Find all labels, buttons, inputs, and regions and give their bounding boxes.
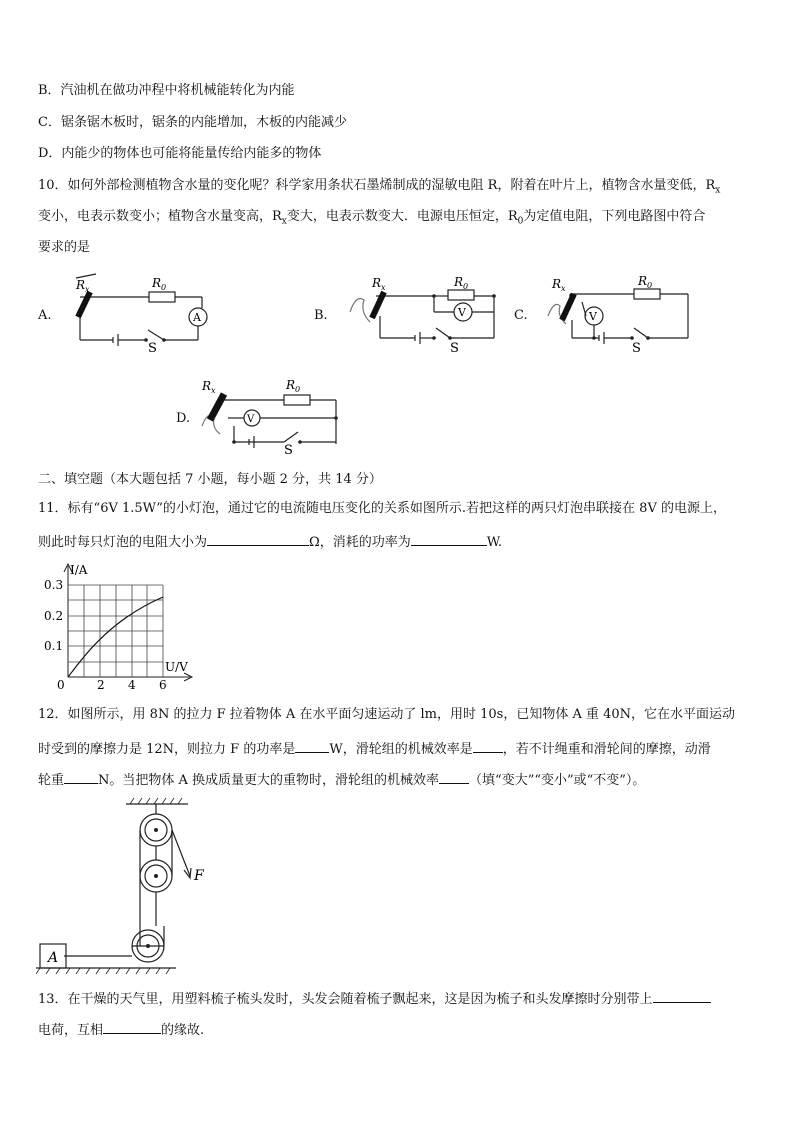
q12-blank-efficiency-change [439, 769, 469, 784]
q11-blank-power [411, 531, 487, 546]
q11-x-label: U/V [165, 660, 188, 674]
q12-blank-efficiency [473, 738, 503, 753]
q12-object-a-label: A [48, 950, 59, 966]
q10-label-b: B. [314, 308, 328, 323]
q10-line-3: 要求的是 [38, 240, 91, 255]
q12-line-2: 时受到的摩擦力是 12N，则拉力 F 的功率是 W，滑轮组的机械效率是 ，若不计绳重和滑轮间的摩擦，动滑 [38, 738, 711, 759]
section-2-heading: 二、填空题（本大题包括 7 小题，每小题 2 分，共 14 分） [38, 472, 382, 487]
q12-pulley-diagram [36, 796, 226, 976]
q13-blank-charge [653, 988, 711, 1003]
q11-ytick-2: 0.1 [44, 639, 64, 653]
q12-line-3: 轮重 N。当把物体 A 换成质量更大的重物时，滑轮组的机械效率 （填“变大”“变小”或“不变”）。 [38, 769, 645, 790]
q10-c-rx-label: $R_x$ [552, 277, 566, 293]
q10-line-2: 变小，电表示数变小；植物含水量变高，$R_x$变大，电表示数变大．电源电压恒定，$R_0$为定值电阻，下列电路图中符合 [38, 209, 706, 227]
voltmeter-label: V [458, 306, 466, 319]
q10-circuit-b [342, 272, 512, 362]
q10-line-1: 10．如何外部检测植物含水量的变化呢？科学家用条状石墨烯制成的湿敏电阻 R，附着在叶片上，植物含水量变低，$R_x$ [38, 178, 721, 196]
q9-option-d: D．内能少的物体也可能将能量传给内能多的物体 [38, 146, 322, 161]
q11-y-label: I/A [70, 563, 88, 577]
q10-b-r0-label: $R_0$ [454, 275, 469, 291]
q10-d-voltmeter-label: V [247, 414, 255, 425]
q10-a-switch-label: S [148, 341, 157, 354]
q10-c-voltmeter-label: V [589, 310, 597, 323]
q11-iu-graph [40, 560, 200, 692]
q11-ytick-0: 0.3 [44, 578, 64, 592]
q10-circuit-c [542, 272, 702, 354]
q12-force-label: F [194, 868, 204, 884]
q10-label-d: D. [176, 411, 191, 426]
q10-circuit-a [66, 272, 226, 354]
q11-xtick-2: 6 [159, 678, 167, 692]
q10-label-a: A. [38, 308, 52, 323]
q10-d-switch-label: S [284, 443, 293, 456]
q10-c-r0-label: $R_0$ [638, 274, 653, 290]
q10-c-switch-label: S [632, 341, 641, 354]
q10-a-r0-label: $R_0$ [152, 276, 167, 292]
q11-line-2: 则此时每只灯泡的电阻大小为 Ω，消耗的功率为 W. [38, 531, 502, 552]
q12-line-1: 12．如图所示，用 8N 的拉力 F 拉着物体 A 在水平面匀速运动了 lm，用时 10s，已知物体 A 重 40N，它在水平面运动 [38, 707, 736, 722]
q11-line-1: 11．标有“6V 1.5W”的小灯泡，通过它的电流随电压变化的关系如图所示.若把这样的两只灯泡串联接在 8V 的电源上， [38, 501, 726, 516]
q13-line-2: 电荷，互相 的缘故. [38, 1019, 204, 1040]
q9-option-c: C．锯条锯木板时，锯条的内能增加，木板的内能减少 [38, 115, 347, 130]
q10-label-c: C. [514, 308, 528, 323]
q10-a-rx-label: $R_x$ [76, 278, 90, 294]
q11-xtick-1: 4 [128, 678, 136, 692]
q10-b-switch-label: S [450, 341, 459, 356]
q11-blank-resistance [207, 531, 309, 546]
q10-b-rx-label: $R_x$ [372, 276, 386, 292]
q11-grid [68, 585, 163, 677]
q9-option-b: B．汽油机在做功冲程中将机械能转化为内能 [38, 83, 295, 98]
q13-line-1: 13．在干燥的天气里，用塑料梳子梳头发时，头发会随着梳子飘起来，这是因为梳子和头发摩擦时分别带上 [38, 988, 711, 1009]
q10-circuit-d [198, 376, 346, 456]
q12-blank-pulley-weight [64, 769, 98, 784]
ammeter-label: A [193, 311, 201, 324]
q11-xtick-0: 2 [97, 678, 105, 692]
q10-d-rx-label: $R_x$ [202, 379, 216, 395]
q13-blank-interaction [103, 1019, 161, 1034]
q10-d-r0-label: $R_0$ [286, 378, 301, 394]
q11-origin: 0 [57, 678, 65, 692]
q11-ytick-1: 0.2 [44, 609, 64, 623]
q11-iu-curve [68, 597, 163, 677]
q12-blank-power [295, 738, 329, 753]
